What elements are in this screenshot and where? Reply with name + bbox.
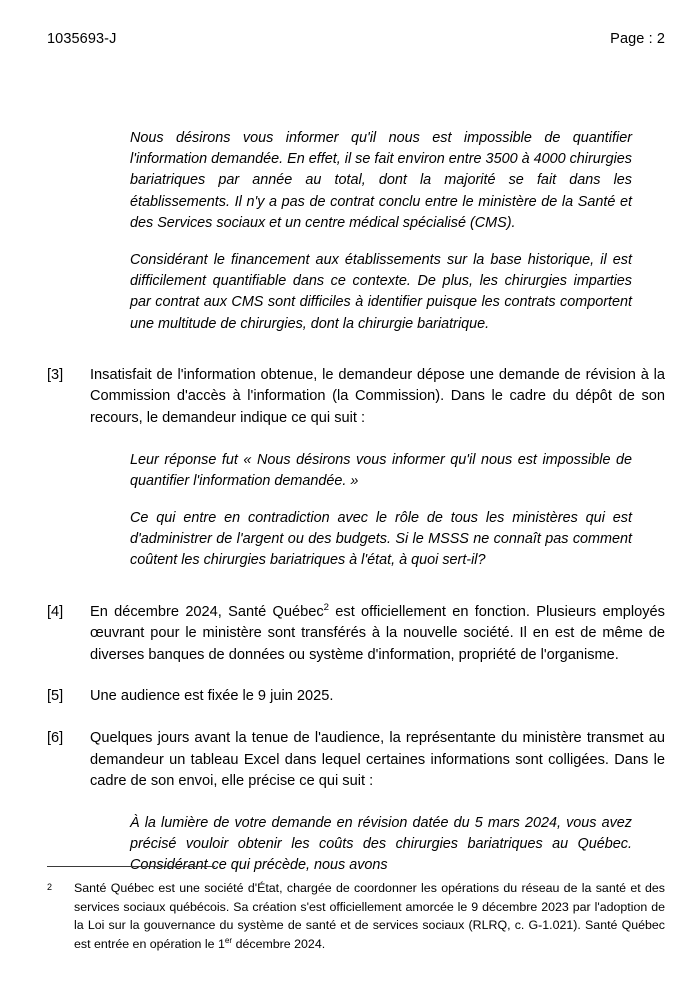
paragraph-3-text: Insatisfait de l'information obtenue, le demandeur dépose une demande de révision à la Commission d'accès à l'information (la Commission). Dans le cadre du dépôt de son recours, le demandeur indique ce qui suit : [90,366,665,427]
paragraph-4-number: [4] [47,603,64,620]
blockquote-applicant-quote-1: Leur réponse fut « Nous désirons vous informer qu'il nous est impossible de quantifier l'information demandée. » [130,451,632,489]
paragraph-5-text: Une audience est fixée le 9 juin 2025. [90,688,334,705]
document-number: 1035693-J [47,31,117,47]
blockquote-ministry-response-1: Nous désirons vous informer qu'il nous est impossible de quantifier l'information demandée. En effet, il se fait environ entre 3500 à 4000 chirurgies bariatriques par année au total, dont la majorité se fait dans les établissements. Il n'y a pas de contrat conclu entre le ministère de la Santé et des Services sociaux et un centre médical spécialisé (CMS). [130,130,632,231]
paragraph-3 [47,365,665,430]
paragraph-6-number: [6] [47,730,64,746]
footnote-area [47,866,665,965]
ordinal-suffix: er [224,935,233,945]
footnote-2 [47,879,665,953]
footnote-reference-marker: 2 [323,601,330,613]
paragraph-5 [47,686,665,708]
paragraph-6-text: Quelques jours avant la tenue de l'audience, la représentante du ministère transmet au demandeur un tableau Excel dans lequel certaines informations sont colligées. Dans le cadre de son envoi, elle précise ce qui suit : [90,730,665,790]
paragraph-6 [47,728,665,793]
document-body [47,128,665,892]
paragraph-3-number: [3] [47,366,64,383]
page-header [47,31,665,47]
footnote-separator-rule [47,866,215,867]
page-number: Page : 2 [610,31,665,47]
paragraph-5-number: [5] [47,688,64,705]
spacer [47,588,665,602]
paragraph-4-text-before-footnote: En décembre 2024, Santé Québec [90,603,324,620]
blockquote-ministry-response-2: Considérant le financement aux établissements sur la base historique, il est difficilement quantifiable dans ce contexte. De plus, les chirurgies imparties par contrat aux CMS sont difficiles à identifier puisque les contrats comportent une multitude de chirurgies, dont la chirurgie bariatrique. [130,252,632,332]
paragraph-4-text-after-footnote: est officiellement en fonction. Plusieurs employés œuvrant pour le ministère sont transférés à la nouvelle société. Il en est de même de diverses banques de données ou système d'information, propriété de l'organisme. [90,603,665,663]
footnote-text-part-1: Santé Québec est une société d'État, chargée de coordonner les opérations du réseau de la santé et des services sociaux québécois. Sa création s'est officiellement amorcée le 9 décembre 2023 par l'adoption de la Loi sur la gouvernance du système de santé et de services sociaux (RLRQ, c. G-1.021). Santé Québec est entrée en opération le 1 [74,881,665,951]
footnote-text-part-2: décembre 2024. [232,936,326,951]
paragraph-4 [47,602,665,667]
blockquote-ministry-email: À la lumière de votre demande en révision datée du 5 mars 2024, vous avez précisé vouloir obtenir les coûts des chirurgies bariatriques au Québec. Considérant ce qui précède, nous avons [130,814,632,874]
blockquote-applicant-quote-2: Ce qui entre en contradiction avec le rôle de tous les ministères qui est d'administrer de l'argent ou des budgets. Si le MSSS ne connaît pas comment coûtent les chirurgies bariatriques à l'état, à quoi sert-il? [130,510,632,569]
spacer [47,351,665,365]
footnote-marker: 2 [47,882,53,893]
